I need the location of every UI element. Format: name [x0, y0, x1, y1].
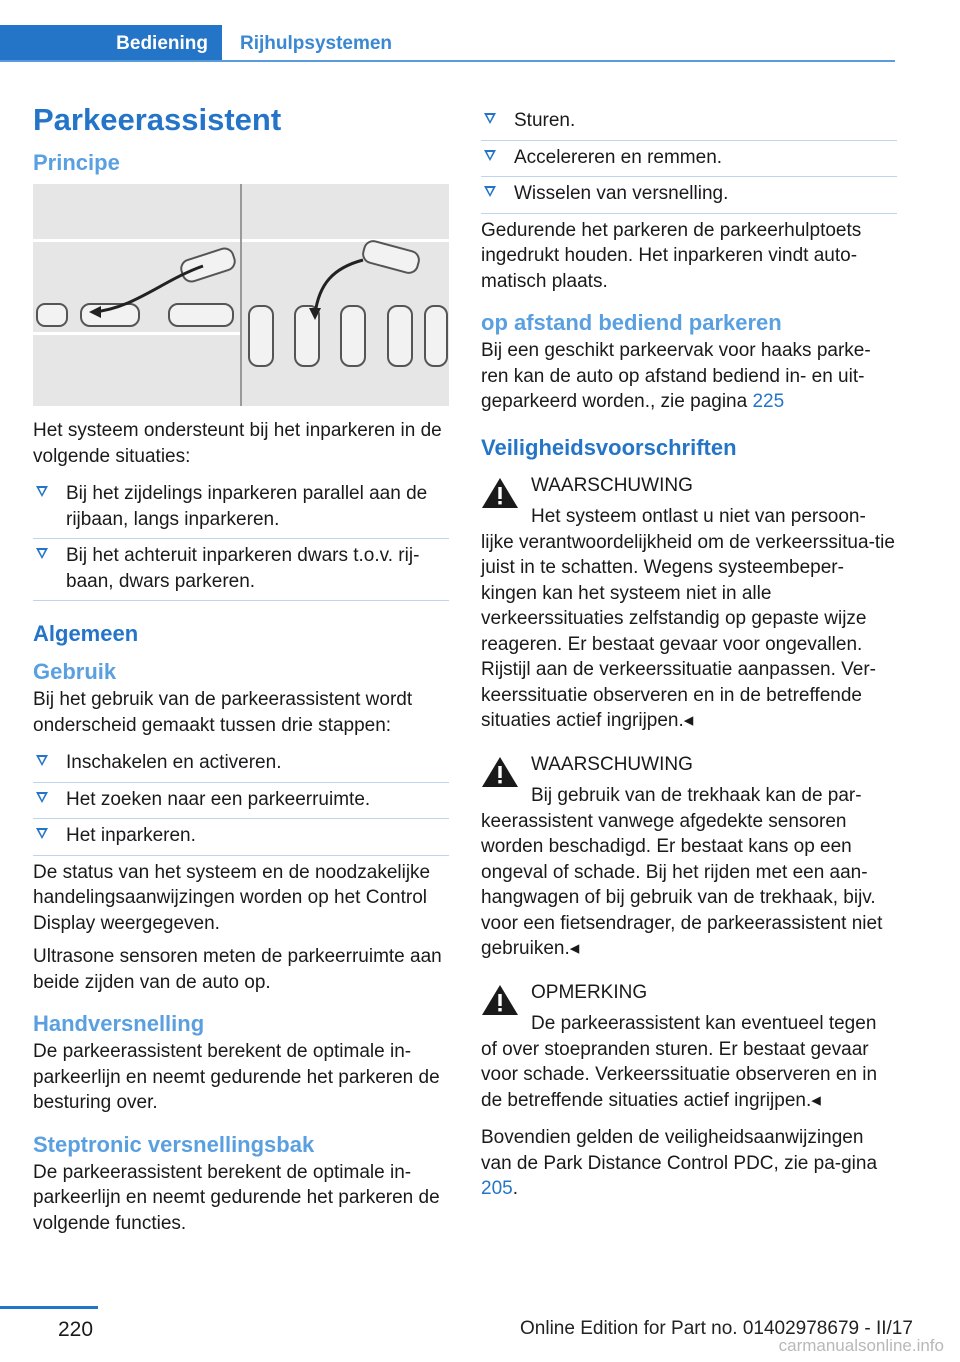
safety-heading: Veiligheidsvoorschriften [481, 434, 737, 460]
warning-triangle-icon [481, 984, 519, 1016]
triangle-bullet-icon [36, 755, 48, 766]
steps-list [33, 746, 449, 856]
warning-triangle-icon [481, 477, 519, 509]
list-item: Bij het achteruit inparkeren dwars t.o.v. rij-baan, dwars parkeren. [33, 539, 449, 601]
warning-triangle-icon [481, 756, 519, 788]
warning-block-1 [481, 473, 897, 734]
list-item: Het zoeken naar een parkeerruimte. [33, 783, 449, 820]
steptronic-heading: Steptronic versnellingsbak [33, 1131, 315, 1157]
triangle-bullet-icon [36, 828, 48, 839]
list-item: Inschakelen en activeren. [33, 746, 449, 783]
remote-heading: op afstand bediend parkeren [481, 310, 782, 335]
list-item: Accelereren en remmen. [481, 141, 897, 178]
warning-title: WAARSCHUWING [531, 753, 693, 775]
page-link-205[interactable]: 205 [481, 1178, 513, 1199]
triangle-bullet-icon [36, 548, 48, 559]
gebruik-heading: Gebruik [33, 659, 117, 684]
steptronic-text: De parkeerassistent berekent de optimale in-parkeerlijn en neemt gedurende het parkeren de volgende functies. [33, 1161, 440, 1234]
algemeen-heading: Algemeen [33, 621, 139, 646]
page-number: 220 [58, 1318, 94, 1341]
left-column [33, 100, 449, 1244]
note-title: OPMERKING [531, 981, 648, 1003]
pdc-reference-text: Bovendien gelden de veiligheidsaanwijzingen van de Park Distance Control PDC, zie pa-gina 205. [481, 1127, 878, 1199]
footer-line [0, 1306, 98, 1309]
page-link-225[interactable]: 225 [752, 391, 785, 412]
header-divider [0, 60, 895, 62]
triangle-bullet-icon [36, 792, 48, 803]
edition-text: Online Edition for Part no. 01402978679 - II/17 [520, 1318, 913, 1339]
functions-list [481, 104, 897, 214]
warning-title: WAARSCHUWING [531, 474, 693, 496]
principe-heading: Principe [33, 150, 120, 175]
sensor-paragraph: Ultrasone sensoren meten de parkeerruimte aan beide zijden van de auto op. [33, 946, 442, 993]
tab-rijhulpsystemen[interactable]: Rijhulpsystemen [240, 33, 393, 54]
list-item: Het inparkeren. [33, 819, 449, 856]
warning-text: Bij gebruik van de trekhaak kan de par-keerassistent vanwege afgedekte sensoren worden beschadigd. Er bestaat kans op een ongeval of schade. Bij het rijden met een aan-hangwagen of bij gebruik van de trekhaak, bijv. voor een fietsendrager, de parkeerassistent niet gebruiken.◂ [481, 785, 883, 959]
triangle-bullet-icon [484, 150, 496, 161]
lane-marking-right [241, 239, 449, 242]
note-block [481, 980, 897, 1114]
lane-marking-left [33, 239, 240, 242]
remote-text: Bij een geschikt parkeervak voor haaks parke-ren kan de auto op afstand bediend in- en uit-geparkeerd worden., zie pagina 225 [481, 340, 871, 412]
functions-text: Gedurende het parkeren de parkeerhulptoets ingedrukt houden. Het inparkeren vindt auto-matisch plaats. [481, 219, 862, 292]
warning-block-2 [481, 752, 897, 962]
triangle-bullet-icon [484, 113, 496, 124]
warning-text: Het systeem ontlast u niet van persoon-lijke verantwoordelijkheid om de verkeerssitua-tie juist in te schatten. Wegens systeembeper-kingen kan het systeem niet in alle verkeerssituaties zelfstandig op gepaste wijze reageren. Er bestaat gevaar voor ongevallen. Rijstijl aan de verkeerssituatie aanpassen. Ver-keerssituatie observeren en in de betreffende situaties actief ingrijpen.◂ [481, 506, 895, 731]
note-text: De parkeerassistent kan eventueel tegen of over stoepranden sturen. Er bestaat gevaar voor schade. Verkeerssituatie observeren en in de betreffende situaties actief ingrijpen.◂ [481, 1013, 878, 1111]
page-title: Parkeerassistent [33, 102, 282, 137]
handversnelling-heading: Handversnelling [33, 1011, 205, 1036]
principe-intro: Het systeem ondersteunt bij het inparkeren in de volgende situaties: [33, 420, 442, 467]
status-paragraph: De status van het systeem en de noodzakelijke handelingsaanwijzingen worden op het Control Display weergegeven. [33, 861, 431, 934]
watermark: carmanualsonline.info [778, 1336, 944, 1355]
principe-list [33, 477, 449, 601]
header-bar [0, 0, 960, 62]
triangle-bullet-icon [36, 486, 48, 497]
list-item: Bij het zijdelings inparkeren parallel aan de rijbaan, langs inparkeren. [33, 477, 449, 539]
list-item: Wisselen van versnelling. [481, 177, 897, 214]
tab-bediening[interactable]: Bediening [0, 25, 222, 62]
handversnelling-text: De parkeerassistent berekent de optimale in-parkeerlijn en neemt gedurende het parkeren de besturing over. [33, 1041, 440, 1113]
parking-diagram-svg [33, 184, 449, 406]
triangle-bullet-icon [484, 186, 496, 197]
list-item: Sturen. [481, 104, 897, 141]
gebruik-text: Bij het gebruik van de parkeerassistent wordt onderscheid gemaakt tussen drie stappen: [33, 689, 413, 736]
right-column [481, 104, 897, 1210]
parking-illustration [33, 184, 449, 406]
